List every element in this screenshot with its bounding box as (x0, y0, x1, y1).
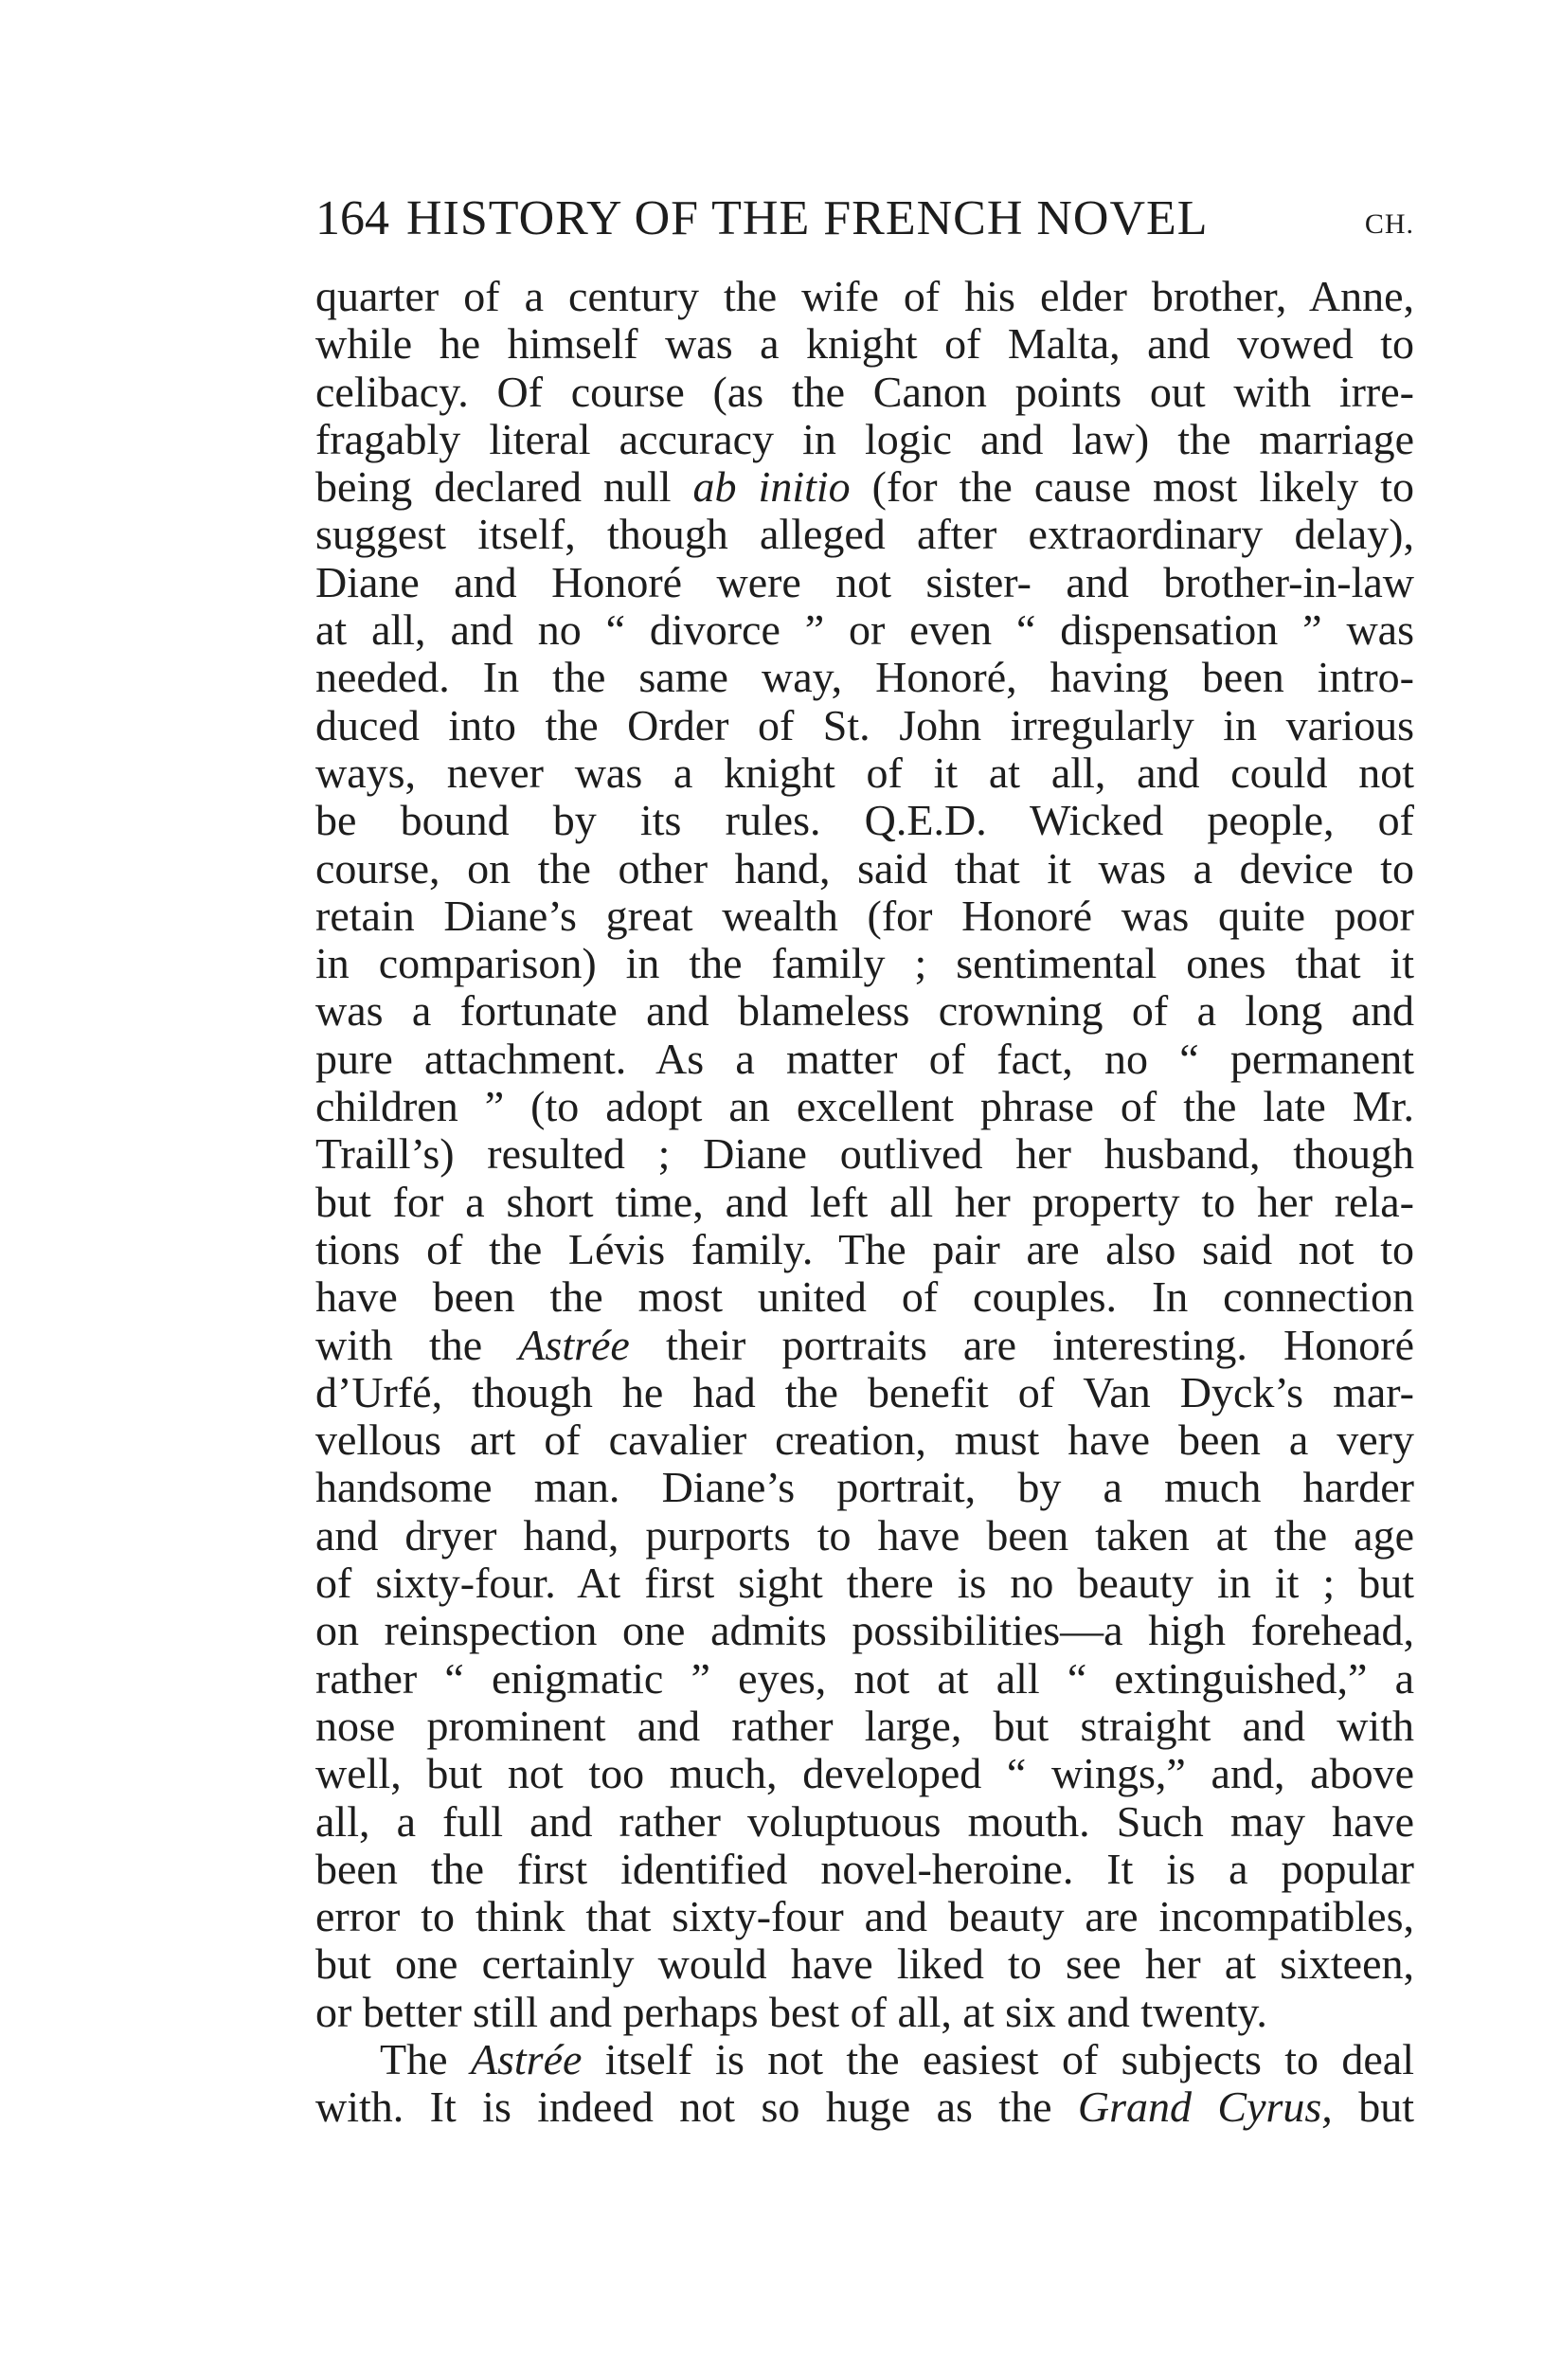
italic-title: Grand Cyrus, (1077, 2082, 1333, 2132)
text-segment: itself is not the easiest of subjects to deal (582, 2034, 1415, 2083)
text-line: ways, never was a knight of it at all, and could not (315, 748, 1414, 797)
text-line: was a fortunate and blameless crowning of a long and (315, 986, 1414, 1036)
text-line: course, on the other hand, said that it was a device to (315, 843, 1414, 892)
text-line: celibacy. Of course (as the Canon points out with irre- (315, 367, 1414, 416)
text-line: error to think that sixty-four and beauty are incompatibles, (315, 1892, 1414, 1941)
text-line: at all, and no “ divorce ” or even “ dispensation ” was (315, 605, 1414, 655)
running-head (315, 186, 1414, 252)
text-line: pure attachment. As a matter of fact, no “ permanent (315, 1034, 1414, 1083)
chapter-marker: CH. (1364, 208, 1414, 240)
text-line: in comparison) in the family ; sentimental ones that it (315, 939, 1414, 988)
text-line: have been the most united of couples. In connection (315, 1272, 1414, 1322)
text-line: nose prominent and rather large, but straight and with (315, 1701, 1414, 1750)
text-line: Diane and Honoré were not sister- and brother-in-law (315, 557, 1414, 606)
text-segment: with the (315, 1320, 519, 1369)
text-line: while he himself was a knight of Malta, and vowed to (315, 319, 1414, 369)
text-line: needed. In the same way, Honoré, having been intro- (315, 653, 1414, 702)
text-line: tions of the Lévis family. The pair are also said not to (315, 1224, 1414, 1273)
text-line: but for a short time, and left all her property to her rela- (315, 1177, 1414, 1226)
text-segment: but (1332, 2082, 1414, 2132)
text-line: but one certainly would have liked to see her at sixteen, (315, 1939, 1414, 1989)
text-segment: their portraits are interesting. Honoré (629, 1320, 1415, 1369)
text-line: and dryer hand, purports to have been taken at the age (315, 1510, 1414, 1560)
text-segment: with. It is indeed not so huge as the (315, 2082, 1078, 2132)
text-line (315, 463, 1414, 511)
page-number: 164 (315, 191, 389, 245)
italic-title: ab initio (692, 462, 851, 512)
text-line: of sixty-four. At first sight there is no beauty in it ; but (315, 1559, 1414, 1608)
text-segment: The (380, 2034, 471, 2083)
text-line (315, 2083, 1414, 2131)
text-line: suggest itself, though alleged after extraordinary delay), (315, 510, 1414, 559)
text-line (315, 2036, 1414, 2083)
text-line: handsome man. Diane’s portrait, by a much harder (315, 1463, 1414, 1512)
text-line (315, 1322, 1414, 1369)
text-line: been the first identified novel-heroine. It is a popular (315, 1844, 1414, 1893)
book-title: HISTORY OF THE FRENCH NOVEL (406, 191, 1209, 245)
text-segment: being declared null (315, 462, 693, 512)
text-line: all, a full and rather voluptuous mouth. Such may have (315, 1796, 1414, 1846)
text-line: duced into the Order of St. John irregularly in various (315, 700, 1414, 749)
body-text (315, 273, 1414, 2132)
italic-title: Astrée (470, 2034, 583, 2083)
text-line: be bound by its rules. Q.E.D. Wicked people, of (315, 796, 1414, 845)
text-line: or better still and perhaps best of all, at six and twenty. (315, 1987, 1267, 2036)
text-line: on reinspection one admits possibilities—a high forehead, (315, 1606, 1414, 1655)
text-line: vellous art of cavalier creation, must have been a very (315, 1415, 1414, 1465)
text-line: Traill’s) resulted ; Diane outlived her husband, though (315, 1129, 1414, 1179)
text-line: retain Diane’s great wealth (for Honoré was quite poor (315, 891, 1414, 940)
text-line: well, but not too much, developed “ wings,” and, above (315, 1749, 1414, 1798)
text-line: d’Urfé, though he had the benefit of Van Dyck’s mar- (315, 1367, 1414, 1416)
text-segment: (for the cause most likely to (850, 462, 1414, 512)
text-line: fragably literal accuracy in logic and law) the marriage (315, 414, 1414, 463)
text-line: children ” (to adopt an excellent phrase of the late Mr. (315, 1082, 1414, 1131)
italic-title: Astrée (518, 1320, 630, 1369)
text-line: quarter of a century the wife of his elder brother, Anne, (315, 272, 1414, 320)
text-line: rather “ enigmatic ” eyes, not at all “ extinguished,” a (315, 1653, 1414, 1703)
